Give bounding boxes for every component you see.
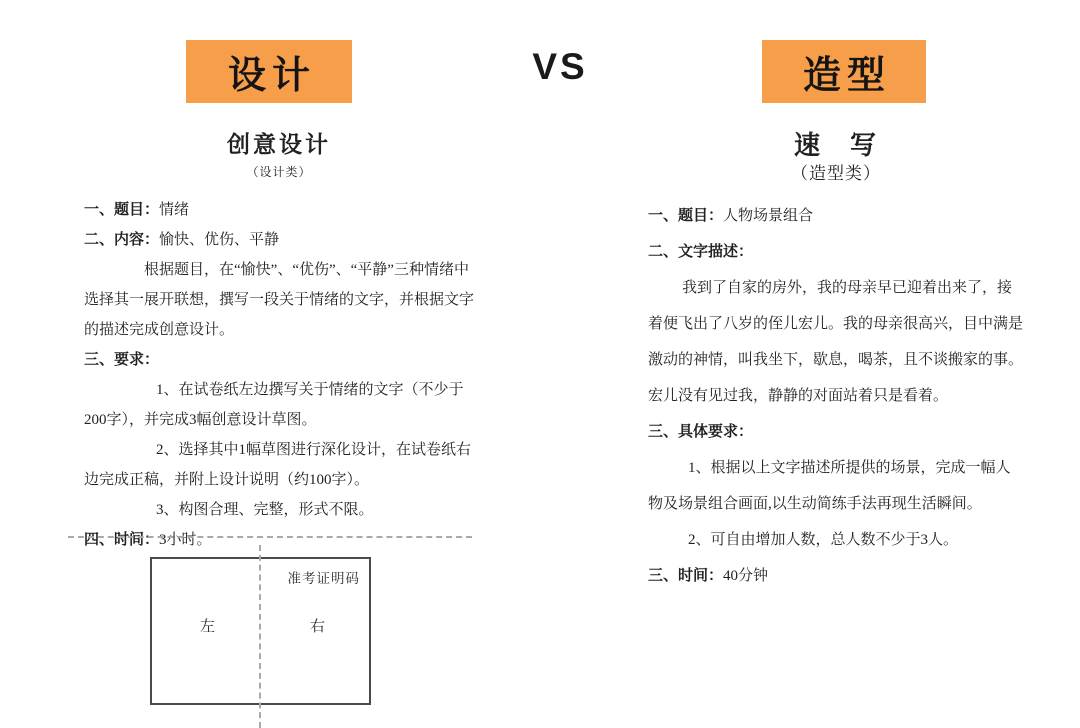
right-requirements-label: 三、具体要求： <box>648 424 754 440</box>
left-time-line <box>84 525 474 555</box>
design-column <box>84 130 474 555</box>
sketch-column <box>648 130 1024 594</box>
right-description-paragraph: 我到了自家的房外，我的母亲早已迎着出来了，接着便飞出了八岁的侄儿宏儿。我的母亲很高兴，目中满是激动的神情，叫我坐下，歇息，喝茶，且不谈搬家的事。宏儿没有见过我，静静的对面站着只是看着。 <box>648 280 1024 404</box>
left-column-title: 创意设计 <box>227 132 331 157</box>
left-requirement-3: 3、构图合理、完整，形式不限。 <box>156 502 374 518</box>
exam-ticket-code-label: 准考证明码 <box>287 571 360 586</box>
right-time-line <box>648 558 1024 594</box>
left-requirements-label: 三、要求： <box>84 352 160 368</box>
vertical-dashed-fold-line <box>259 545 261 728</box>
left-content-line <box>84 225 474 255</box>
right-column-title: 速 写 <box>793 131 878 160</box>
right-requirement-2: 2、可自由增加人数，总人数不少于3人。 <box>688 532 959 548</box>
right-topic-value: 人物场景组合 <box>723 208 814 224</box>
vs-label: VS <box>532 46 588 87</box>
right-topic-label: 一、题目： <box>648 208 724 224</box>
left-column-subtitle: （设计类） <box>246 165 312 179</box>
left-requirement-2: 2、选择其中1幅草图进行深化设计，在试卷纸右边完成正稿，并附上设计说明（约100字）。 <box>84 442 472 488</box>
right-time-value: 40分钟 <box>723 568 769 584</box>
right-time-label: 三、时间： <box>648 568 724 584</box>
right-topic-line <box>648 198 1024 234</box>
right-requirement-1: 1、根据以上文字描述所提供的场景，完成一幅人物及场景组合画面,以生动简练手法再现生活瞬间。 <box>648 460 1011 512</box>
sheet-left-half-label: 左 <box>200 619 216 635</box>
design-badge: 设计 <box>186 40 352 103</box>
left-content-value: 愉快、优伤、平静 <box>159 232 280 248</box>
left-time-value: 3小时。 <box>159 532 212 548</box>
left-time-label: 四、时间： <box>84 532 160 548</box>
modeling-badge: 造型 <box>762 40 926 103</box>
left-content-label: 二、内容： <box>84 232 160 248</box>
left-topic-value: 情绪 <box>159 202 190 218</box>
left-description-paragraph: 根据题目，在“愉快”、“优伤”、“平静”三种情绪中选择其一展开联想，撰写一段关于情绪的文字，并根据文字的描述完成创意设计。 <box>84 262 475 338</box>
sheet-right-half-label: 右 <box>310 619 326 635</box>
right-description-label: 二、文字描述： <box>648 244 754 260</box>
left-requirement-1: 1、在试卷纸左边撰写关于情绪的文字（不少于200字），并完成3幅创意设计草图。 <box>84 382 464 428</box>
left-topic-label: 一、题目： <box>84 202 160 218</box>
horizontal-dashed-cut-line <box>68 536 472 538</box>
left-topic-line <box>84 195 474 225</box>
right-column-subtitle: （造型类） <box>791 164 881 183</box>
